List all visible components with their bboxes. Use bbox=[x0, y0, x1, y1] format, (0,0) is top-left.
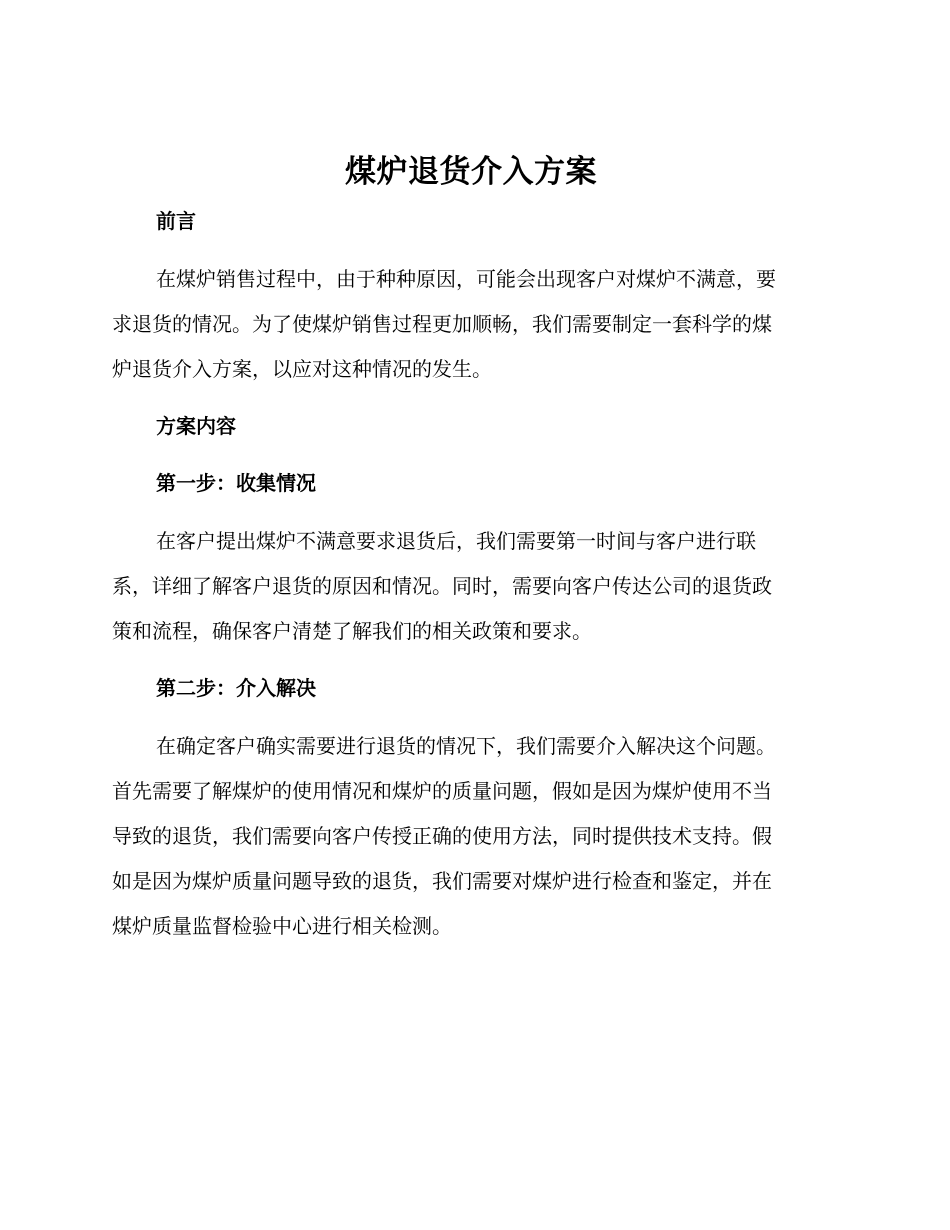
paragraph-line: 求退货的情况。为了使煤炉销售过程更加顺畅，我们需要制定一套科学的煤 bbox=[112, 312, 772, 336]
paragraph-line: 在煤炉销售过程中，由于种种原因，可能会出现客户对煤炉不满意，要 bbox=[156, 267, 776, 291]
step2-heading: 第二步：介入解决 bbox=[156, 676, 316, 700]
preface-heading: 前言 bbox=[156, 209, 196, 233]
paragraph-line: 如是因为煤炉质量问题导致的退货，我们需要对煤炉进行检查和鉴定，并在 bbox=[112, 869, 772, 893]
step1-heading: 第一步：收集情况 bbox=[156, 471, 316, 495]
step2-paragraph bbox=[112, 724, 830, 949]
paragraph-line: 在客户提出煤炉不满意要求退货后，我们需要第一时间与客户进行联 bbox=[156, 529, 756, 553]
paragraph-line: 炉退货介入方案，以应对这种情况的发生。 bbox=[112, 357, 492, 381]
paragraph-line: 系，详细了解客户退货的原因和情况。同时，需要向客户传达公司的退货政 bbox=[112, 574, 772, 598]
paragraph-line: 煤炉质量监督检验中心进行相关检测。 bbox=[112, 914, 452, 938]
document-title: 煤炉退货介入方案 bbox=[345, 154, 597, 190]
paragraph-line: 首先需要了解煤炉的使用情况和煤炉的质量问题，假如是因为煤炉使用不当 bbox=[112, 779, 772, 803]
preface-paragraph bbox=[112, 257, 830, 392]
paragraph-line: 策和流程，确保客户清楚了解我们的相关政策和要求。 bbox=[112, 619, 592, 643]
plan-heading: 方案内容 bbox=[156, 414, 236, 438]
paragraph-line: 导致的退货，我们需要向客户传授正确的使用方法，同时提供技术支持。假 bbox=[112, 824, 772, 848]
step1-paragraph bbox=[112, 519, 830, 654]
paragraph-line: 在确定客户确实需要进行退货的情况下，我们需要介入解决这个问题。 bbox=[156, 734, 776, 758]
